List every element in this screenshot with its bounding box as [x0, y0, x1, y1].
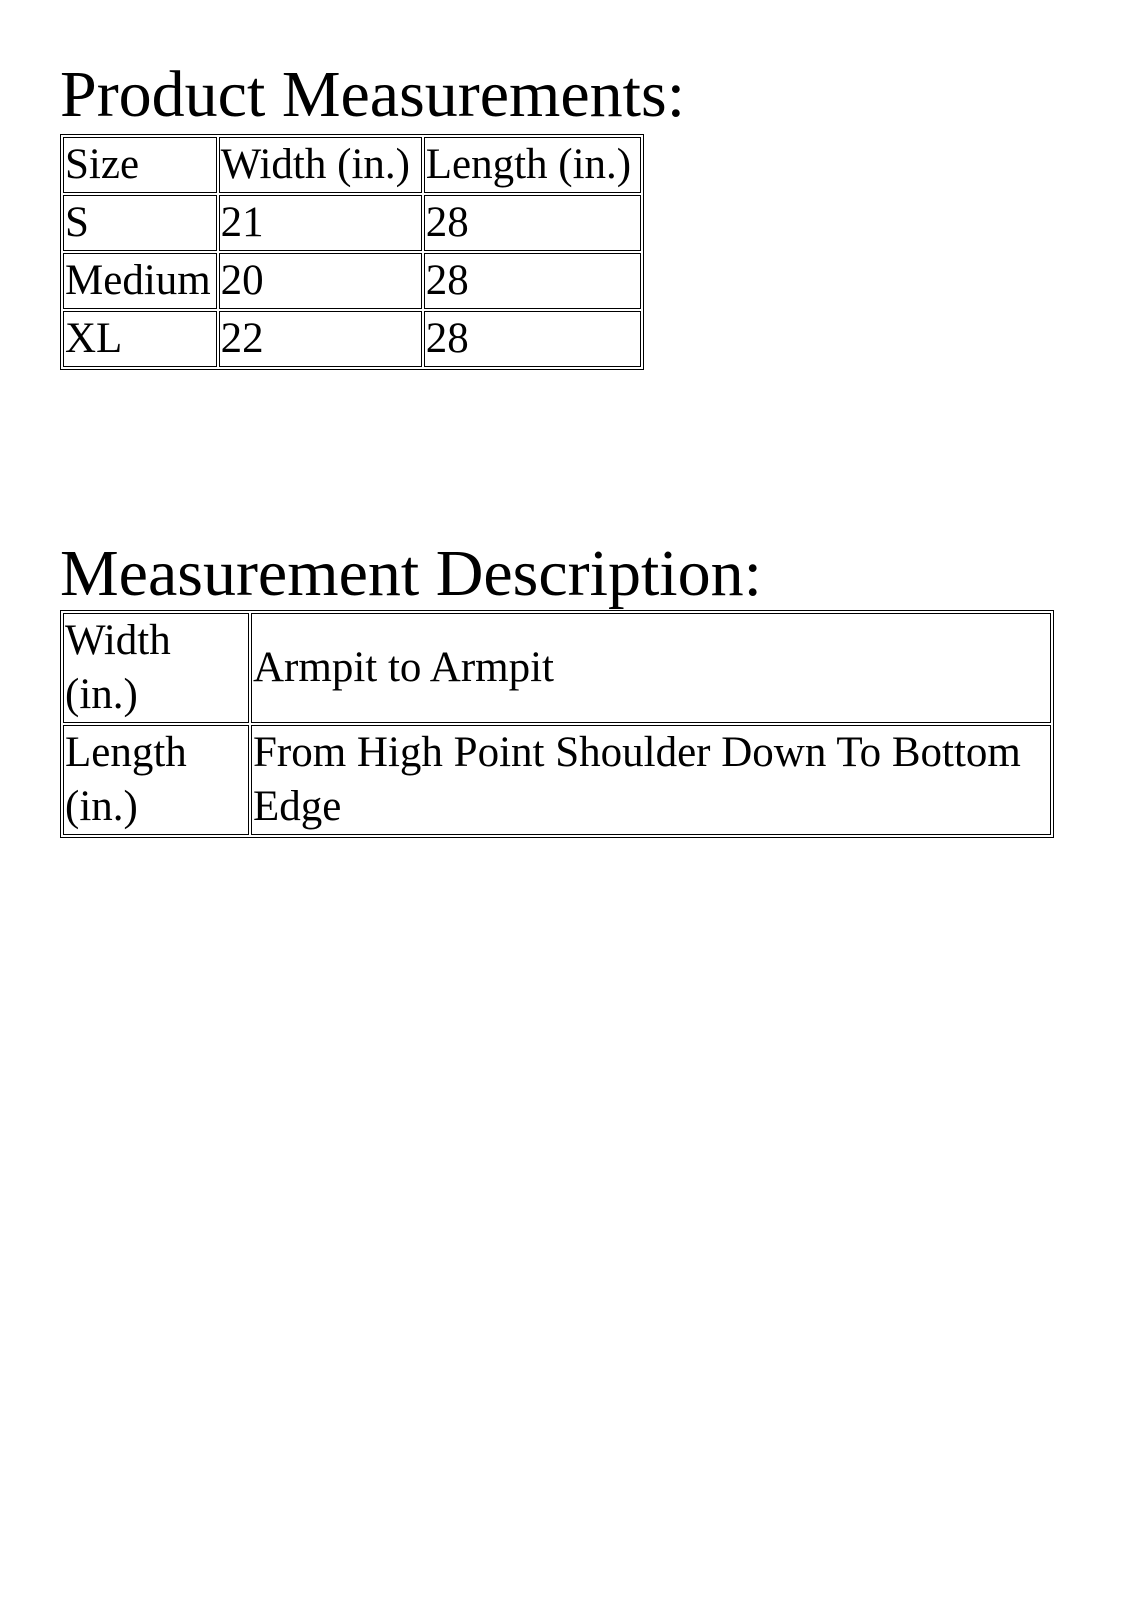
header-cell-width: Width (in.) — [219, 137, 422, 193]
table-row — [63, 253, 641, 309]
length-cell: 28 — [424, 253, 641, 309]
width-cell: 22 — [219, 311, 422, 367]
table-row — [63, 725, 1051, 835]
measurements-table — [60, 134, 644, 370]
header-cell-size: Size — [63, 137, 217, 193]
header-cell-length: Length (in.) — [424, 137, 641, 193]
description-table — [60, 610, 1054, 838]
definition-cell: Armpit to Armpit — [251, 613, 1051, 723]
product-measurements-heading: Product Measurements: — [60, 58, 686, 131]
width-cell: 20 — [219, 253, 422, 309]
term-cell: Width (in.) — [63, 613, 249, 723]
size-cell: S — [63, 195, 217, 251]
size-cell: XL — [63, 311, 217, 367]
definition-cell: From High Point Shoulder Down To Bottom Edge — [251, 725, 1051, 835]
length-cell: 28 — [424, 195, 641, 251]
term-cell: Length (in.) — [63, 725, 249, 835]
width-cell: 21 — [219, 195, 422, 251]
measurement-description-heading: Measurement Description: — [60, 537, 762, 610]
length-cell: 28 — [424, 311, 641, 367]
table-row — [63, 195, 641, 251]
size-cell: Medium — [63, 253, 217, 309]
table-row — [63, 311, 641, 367]
table-header-row — [63, 137, 641, 193]
table-row — [63, 613, 1051, 723]
